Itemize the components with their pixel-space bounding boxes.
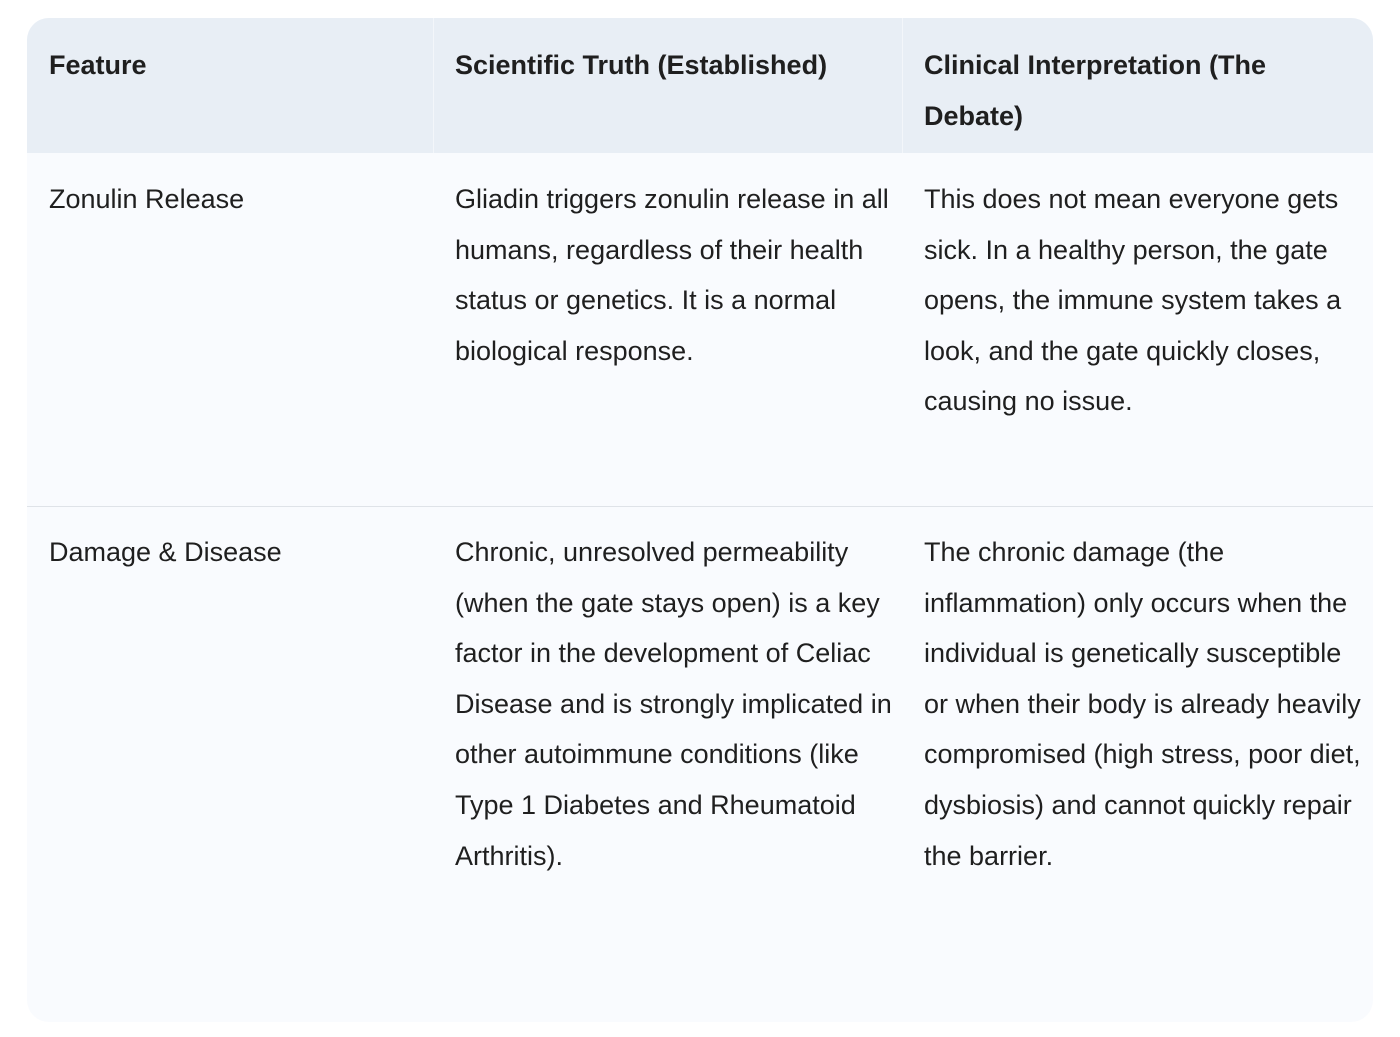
row1-scientific-truth-cell: Gliadin triggers zonulin release in all humans, regardless of their health status or genetics. It is a normal biological response. [455,184,889,366]
column-divider [902,18,903,153]
comparison-table [27,18,1373,1022]
header-scientific-truth: Scientific Truth (Established) [455,50,828,80]
row1-clinical-interpretation-cell: This does not mean everyone gets sick. In a healthy person, the gate opens, the immune system takes a look, and the gate quickly closes, causing no issue. [924,184,1342,417]
header-clinical-interpretation: Clinical Interpretation (The Debate) [924,50,1267,131]
row-divider [27,506,1373,507]
header-feature: Feature [49,50,147,80]
row2-scientific-truth-cell: Chronic, unresolved permeability (when the gate stays open) is a key factor in the development of Celiac Disease and is strongly implicated in other autoimmune conditions (like Type 1 Diabetes and Rheumatoid Arthritis). [455,537,892,871]
row1-feature-cell: Zonulin Release [49,184,245,214]
row2-clinical-interpretation-cell: The chronic damage (the inflammation) only occurs when the individual is genetically susceptible or when their body is already heavily compromised (high stress, poor diet, dysbiosis) and cannot quickly repair the barrier. [924,537,1361,871]
column-divider [433,18,434,153]
row2-feature-cell: Damage & Disease [49,537,282,567]
